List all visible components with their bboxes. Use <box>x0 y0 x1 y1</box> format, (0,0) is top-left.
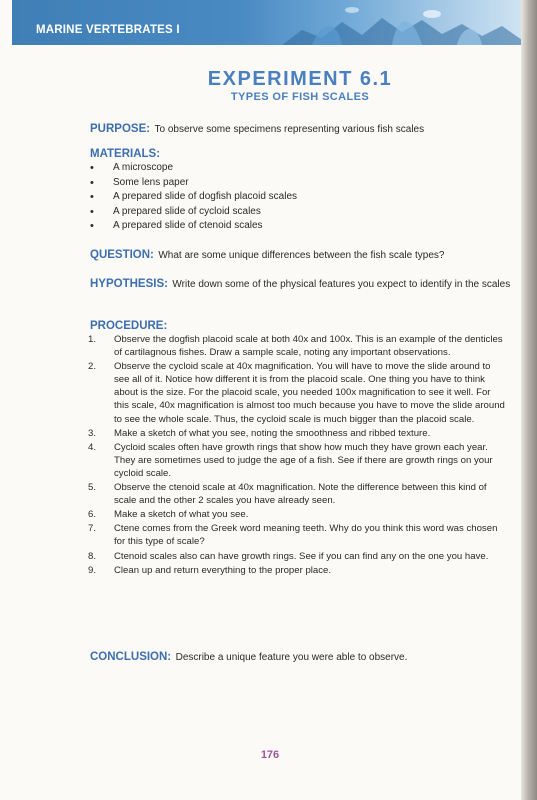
procedure-label: PROCEDURE: <box>90 320 168 332</box>
step-number: 6. <box>88 509 97 521</box>
list-item: • A prepared slide of ctenoid scales <box>90 219 490 234</box>
list-item <box>88 522 508 548</box>
step-text: Make a sketch of what you see, noting the smoothness and ribbed texture. <box>114 427 431 439</box>
coral-reef-illustration <box>282 0 521 45</box>
conclusion-section <box>90 649 510 665</box>
list-item: • Some lens paper <box>90 176 490 191</box>
question-label: QUESTION: <box>90 249 154 261</box>
purpose-section <box>90 121 510 137</box>
list-item <box>88 441 508 480</box>
step-text: Ctene comes from the Greek word meaning teeth. Why do you think this word was chosen for this type of scale? <box>114 523 498 548</box>
purpose-text: To observe some specimens representing various fish scales <box>154 124 425 135</box>
step-number: 9. <box>88 564 97 576</box>
step-text: Cycloid scales often have growth rings that show how much they have grown each year. They are sometimes used to judge the age of a fish. See if there are growth rings on your cycloid scale. <box>114 441 493 479</box>
step-text: Observe the dogfish placoid scale at both 40x and 100x. This is an example of the denticles of cartilagnous fishes. Draw a sample scale, noting any important observations. <box>114 334 503 359</box>
list-item <box>88 427 508 440</box>
list-item: • A prepared slide of cycloid scales <box>90 205 490 220</box>
procedure-list <box>88 333 508 578</box>
question-section <box>90 247 510 263</box>
experiment-title: EXPERIMENT 6.1 <box>207 68 393 90</box>
list-item <box>88 481 508 507</box>
step-number: 3. <box>88 427 97 439</box>
list-item <box>88 550 508 563</box>
step-text: Observe the ctenoid scale at 40x magnification. Note the difference between this kind of scale and the other 2 scales you have already seen. <box>114 482 487 507</box>
hypothesis-text: Write down some of the physical features you expect to identify in the scales <box>172 279 511 290</box>
list-item <box>88 360 508 425</box>
list-item <box>88 333 508 359</box>
page-number: 176 <box>260 749 280 761</box>
step-number: 1. <box>88 334 97 345</box>
conclusion-label: CONCLUSION: <box>90 651 172 663</box>
step-number: 2. <box>88 361 97 373</box>
hypothesis-label: HYPOTHESIS: <box>90 278 168 290</box>
section-banner <box>12 0 521 45</box>
question-text: What are some unique differences between the fish scale types? <box>158 250 445 261</box>
section-title: MARINE VERTEBRATES I <box>36 24 180 36</box>
materials-label: MATERIALS: <box>90 148 161 160</box>
materials-list <box>90 161 490 234</box>
step-number: 7. <box>88 523 97 535</box>
materials-heading <box>90 146 510 161</box>
book-spine <box>521 0 537 800</box>
list-item: • A prepared slide of dogfish placoid scales <box>90 190 490 205</box>
list-item <box>88 564 508 577</box>
purpose-label: PURPOSE: <box>90 123 151 135</box>
conclusion-text: Describe a unique feature you were able to observe. <box>175 652 408 663</box>
step-number: 5. <box>88 482 97 494</box>
step-number: 8. <box>88 550 97 562</box>
procedure-heading <box>90 318 510 333</box>
list-item <box>88 508 508 521</box>
step-text: Clean up and return everything to the proper place. <box>114 564 332 576</box>
step-text: Ctenoid scales also can have growth rings. See if you can find any on the one you have. <box>114 550 489 562</box>
experiment-subtitle: TYPES OF FISH SCALES <box>230 91 370 103</box>
step-text: Observe the cycloid scale at 40x magnification. You will have to move the slide around to see all of it. Notice how different it is from the placoid scale. One thing you have to think about is the size. For the placoid scale, you needed 100x magnification to see it well. For this scale, 40x magnification is almost too much because you have to move the slide around to see the whole scale. Thus, the cycloid scale is much bigger than the placoid scale. <box>114 361 505 425</box>
hypothesis-section <box>90 276 523 292</box>
list-item: • A microscope <box>90 161 490 176</box>
step-text: Make a sketch of what you see. <box>114 509 249 521</box>
step-number: 4. <box>88 441 97 453</box>
